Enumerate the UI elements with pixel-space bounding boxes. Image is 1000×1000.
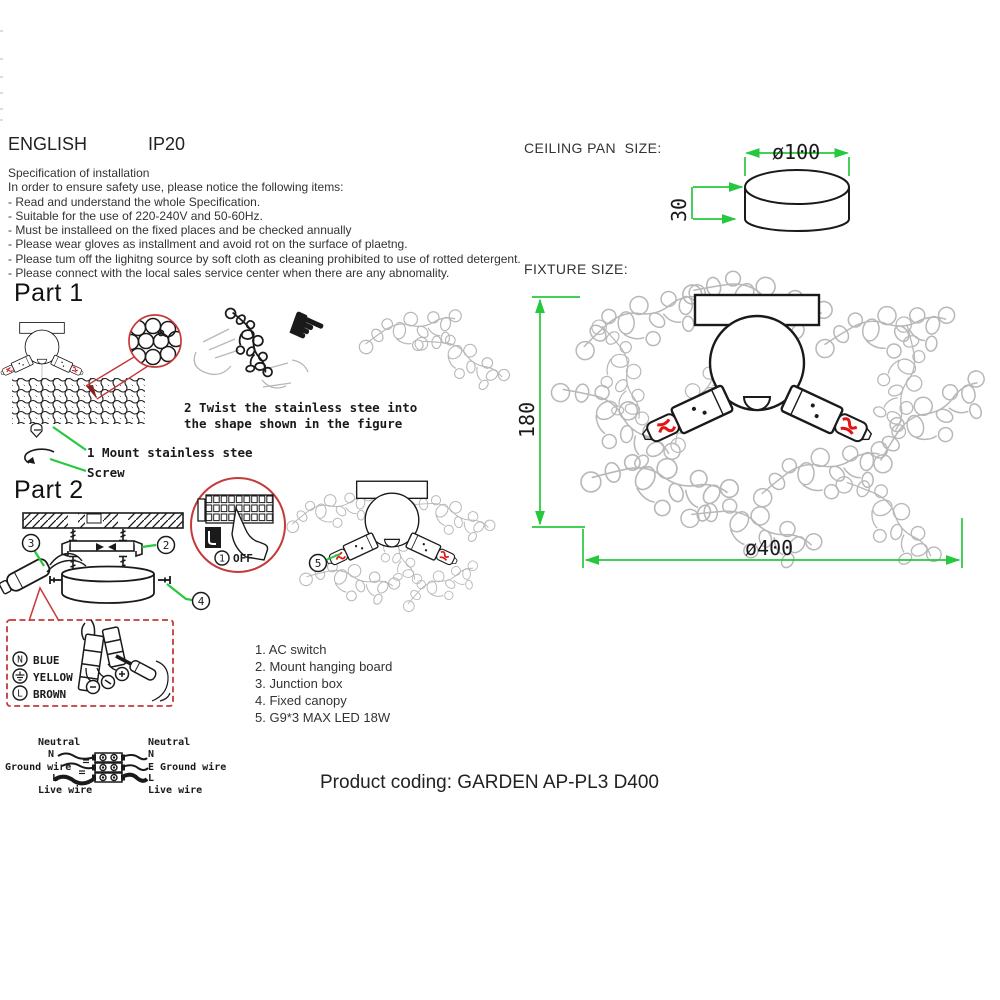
lamp-fixture-small-icon (0, 323, 85, 379)
parts-list-item: 4. Fixed canopy (255, 693, 347, 708)
n-letter: N (17, 654, 23, 666)
rotation-arrow-icon (25, 449, 54, 464)
part2-fixture (282, 481, 499, 619)
left-neutral-label: Neutral (38, 737, 81, 748)
left-live-label: Live wire (38, 785, 93, 796)
cluster-decoration (410, 320, 515, 399)
spec-item: - Read and understand the whole Specification. (8, 194, 261, 209)
part1-diagram (0, 292, 514, 480)
spec-item: - Suitable for the use of 220-240V and 50-60Hz. (8, 208, 263, 223)
wire-color-labels (13, 652, 73, 701)
spec-item: - Please tum off the lighitng source by soft cloth as cleaning prohibited to use of rotted detergent. (8, 251, 521, 266)
fixture-height-label: 180 (515, 401, 539, 438)
spec-item: - Must be installeed on the fixed places and be checked annually (8, 223, 352, 238)
parts-list-item: 3. Junction box (255, 676, 343, 691)
fixture-diameter-label: ø400 (745, 536, 794, 560)
lamp-fixture-medium-icon (324, 481, 460, 569)
step2-label-line1: 2 Twist the stainless stee into (184, 400, 418, 415)
wiring-detail-box (7, 620, 173, 706)
screw-icon (31, 424, 42, 438)
left-ground-label: Ground wire (5, 762, 72, 773)
ceiling-pan-title: CEILING PAN SIZE: (524, 140, 662, 156)
spec-title: Specification of installation (8, 166, 150, 180)
l-letter: L (17, 688, 23, 700)
product-coding: Product coding: GARDEN AP-PL3 D400 (320, 772, 660, 793)
canopy-cylinder (62, 567, 154, 604)
pan-diameter-label: ø100 (772, 140, 821, 164)
leader-step1 (53, 427, 86, 450)
right-neutral-label: Neutral (148, 737, 191, 748)
left-l-label: L (52, 773, 59, 784)
ceiling-pan-drawing (667, 140, 849, 231)
spec-intro: In order to ensure safety use, please notice the following items: (8, 180, 344, 195)
callout-4: 4 (197, 595, 205, 608)
pan-height-label: 30 (667, 197, 691, 222)
right-l-label: L (148, 773, 155, 784)
right-n-label: N (148, 749, 155, 760)
switch-detail (191, 478, 285, 572)
yellow-label: YELLOW (33, 671, 73, 684)
right-ground-label: E Ground wire (148, 762, 227, 773)
part1-title: Part 1 (14, 279, 84, 307)
mesh-band (12, 378, 145, 424)
ip-rating: IP20 (148, 134, 186, 154)
parts-list-item: 1. AC switch (255, 642, 327, 657)
cluster-decoration (354, 302, 466, 362)
page-edge-marks (0, 30, 3, 121)
parts-list-item: 2. Mount hanging board (255, 659, 393, 674)
off-label: OFF (233, 552, 253, 565)
ground-symbol-icon (13, 669, 27, 683)
ceiling-band (23, 512, 183, 529)
callout-2: 2 (162, 539, 170, 552)
light-switch-icon (205, 527, 221, 548)
step2-label-line2: the shape shown in the figure (184, 416, 403, 431)
terminal-strip (92, 753, 125, 782)
blue-label: BLUE (33, 654, 60, 667)
spec-item: - Please connect with the local sales service center when there are any abnomality. (8, 266, 450, 281)
parts-list-item: 5. G9*3 MAX LED 18W (255, 710, 391, 725)
step1-label: 1 Mount stainless stee (87, 445, 253, 460)
detail-pointer-lines (29, 588, 59, 621)
callout-5: 5 (314, 557, 322, 570)
spec-block (8, 166, 521, 280)
leader-screw (50, 459, 86, 471)
brown-label: BROWN (33, 688, 67, 701)
right-live-label: Live wire (148, 785, 203, 796)
callout-3: 3 (27, 537, 35, 550)
fixture-drawing (515, 259, 1000, 582)
part2-title: Part 2 (14, 476, 84, 504)
parts-list (255, 641, 392, 726)
lamp-fixture-large-icon (638, 295, 876, 449)
wiring-diagram (5, 737, 226, 796)
pointing-hand-icon: ☛ (278, 292, 335, 364)
language-heading: ENGLISH (8, 134, 88, 154)
hand-sketch (152, 661, 170, 701)
spec-item: - Please wear gloves as installment and avoid rot on the surface of plaetng. (8, 237, 408, 252)
fixture-size-title: FIXTURE SIZE: (524, 261, 628, 277)
screw-label: Screw (87, 465, 125, 480)
left-n-label: N (48, 749, 55, 760)
callout-1: 1 (218, 553, 226, 565)
